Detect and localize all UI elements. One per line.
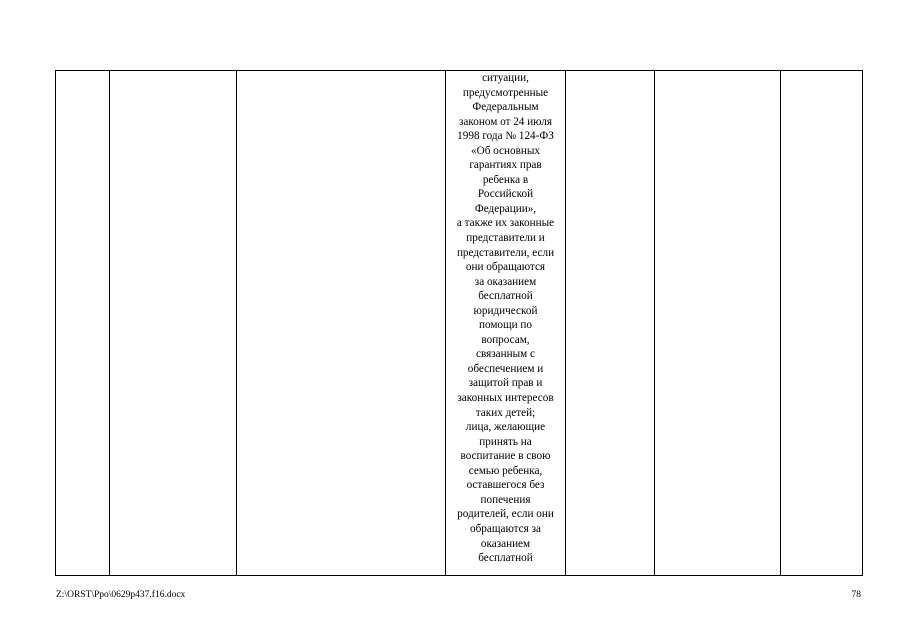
cell-text-line: родителей, если они xyxy=(457,508,554,521)
cell-text-line: они обращаются xyxy=(465,261,546,274)
cell-text-line: Федеральным xyxy=(472,101,539,114)
cell-text-line: воспитание в свою xyxy=(460,450,551,463)
cell-text-line: законных интересов xyxy=(457,392,554,405)
footer-file-path: Z:\ORST\Ppo\0629p437.f16.docx xyxy=(56,590,186,600)
cell-text-line: ситуации, xyxy=(482,72,529,84)
footer-page-number: 78 xyxy=(851,590,861,600)
cell-text-line: за оказанием xyxy=(474,275,537,288)
cell-text-line: предусмотренные xyxy=(462,86,549,99)
cell-text-line: обеспечением и xyxy=(467,362,544,375)
cell-text-line: оказанием xyxy=(480,537,531,550)
cell-text-line: связанным с xyxy=(476,348,535,361)
cell-text-line: 1998 года № 124-ФЗ xyxy=(457,130,554,143)
cell-text-line: обращаются за xyxy=(470,522,541,535)
cell-text-line: вопросам, xyxy=(481,333,530,346)
cell-text-line: семью ребенка, xyxy=(468,464,543,477)
cell-text-line: а также их законные xyxy=(456,217,555,230)
cell-text-line: защитой прав и xyxy=(468,377,543,390)
table-cell-col-7 xyxy=(781,71,863,576)
cell-text-line: таких детей; xyxy=(475,406,536,419)
table-cell-col-1 xyxy=(56,71,110,576)
table-cell-col-2 xyxy=(110,71,237,576)
cell-text-line: бесплатной xyxy=(478,552,533,565)
cell-text-line: Федерации», xyxy=(474,202,537,215)
cell-text-line: лица, желающие xyxy=(465,421,546,434)
cell-text-line: «Об основных xyxy=(471,144,540,157)
table-cell-col-3 xyxy=(237,71,446,576)
cell-text-line: юридической xyxy=(473,304,538,317)
cell-text-line: представители и xyxy=(466,232,545,245)
cell-text-line: оставшегося без xyxy=(466,479,545,492)
cell-text-line: принять на xyxy=(479,435,532,448)
cell-text-line: бесплатной xyxy=(478,290,533,303)
table-cell-col-6 xyxy=(655,71,781,576)
table-row xyxy=(56,71,863,576)
cell-text-line: попечения xyxy=(480,493,531,506)
cell-text-line: представители, если xyxy=(456,246,555,259)
cell-text-line: помощи по xyxy=(478,319,533,332)
table-cell-col-5 xyxy=(566,71,655,576)
cell-text-line: гарантиях прав xyxy=(469,159,542,172)
cell-text-line: Российской xyxy=(477,188,534,201)
document-table xyxy=(55,70,863,576)
table-cell-col-4 xyxy=(446,71,566,576)
cell-text-line: ребенка в xyxy=(482,173,529,186)
cell-text-line: законом от 24 июля xyxy=(458,115,552,128)
